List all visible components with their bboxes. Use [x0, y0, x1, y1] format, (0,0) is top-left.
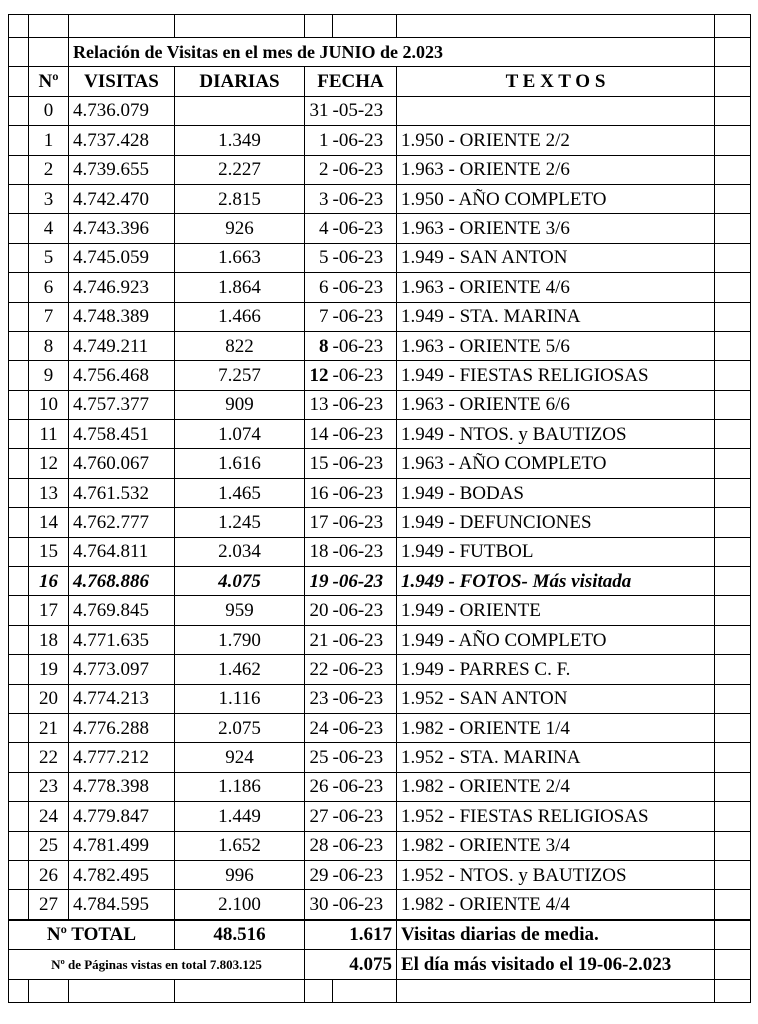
- visitas-cell: 4.743.396: [69, 214, 175, 243]
- margin-cell: [9, 567, 29, 596]
- visitas-cell: 4.778.398: [69, 772, 175, 801]
- table-row: [9, 96, 751, 125]
- fecha-month-cell: -06-23: [333, 655, 397, 684]
- empty-cell: [69, 979, 175, 1002]
- margin-cell: [9, 802, 29, 831]
- margin-cell: [9, 302, 29, 331]
- fecha-day-cell: 1: [305, 126, 333, 155]
- fecha-month-cell: -06-23: [333, 596, 397, 625]
- fecha-day-cell: 21: [305, 625, 333, 654]
- fecha-day-cell: 26: [305, 772, 333, 801]
- margin-cell: [9, 420, 29, 449]
- fecha-month-cell: -06-23: [333, 478, 397, 507]
- margin-cell: [715, 772, 751, 801]
- diarias-cell: 1.790: [175, 625, 305, 654]
- table-row: [9, 831, 751, 860]
- margin-cell: [9, 126, 29, 155]
- margin-cell: [715, 684, 751, 713]
- fecha-month-cell: -06-23: [333, 184, 397, 213]
- diarias-cell: 959: [175, 596, 305, 625]
- row-number: 12: [29, 449, 69, 478]
- fecha-month-cell: -06-23: [333, 567, 397, 596]
- fecha-day-cell: 8: [305, 331, 333, 360]
- margin-cell: [715, 273, 751, 302]
- table-row: [9, 802, 751, 831]
- margin-cell: [9, 96, 29, 125]
- diarias-cell: 2.815: [175, 184, 305, 213]
- texto-cell: 1.949 - BODAS: [397, 478, 715, 507]
- spacer-row: [9, 979, 751, 1002]
- table-row: [9, 713, 751, 742]
- visitas-cell: 4.758.451: [69, 420, 175, 449]
- empty-cell: [175, 979, 305, 1002]
- diarias-cell: [175, 96, 305, 125]
- visitas-cell: 4.761.532: [69, 478, 175, 507]
- row-number: 7: [29, 302, 69, 331]
- visitas-cell: 4.737.428: [69, 126, 175, 155]
- table-row: [9, 184, 751, 213]
- margin-cell: [715, 860, 751, 889]
- table-row: [9, 596, 751, 625]
- row-number: 19: [29, 655, 69, 684]
- table-row: [9, 214, 751, 243]
- fecha-month-cell: -06-23: [333, 331, 397, 360]
- texto-cell: 1.963 - ORIENTE 5/6: [397, 331, 715, 360]
- margin-cell: [9, 155, 29, 184]
- fecha-month-cell: -06-23: [333, 743, 397, 772]
- texto-cell: 1.982 - ORIENTE 1/4: [397, 713, 715, 742]
- diarias-cell: 926: [175, 214, 305, 243]
- margin-cell: [9, 772, 29, 801]
- col-header-fecha: FECHA: [305, 67, 397, 96]
- margin-cell: [715, 743, 751, 772]
- texto-cell: 1.949 - FOTOS- Más visitada: [397, 567, 715, 596]
- fecha-month-cell: -06-23: [333, 214, 397, 243]
- paginas-total-label: Nº de Páginas vistas en total 7.803.125: [9, 950, 305, 979]
- margin-cell: [9, 890, 29, 920]
- row-number: 25: [29, 831, 69, 860]
- texto-cell: 1.949 - DEFUNCIONES: [397, 508, 715, 537]
- fecha-day-cell: 19: [305, 567, 333, 596]
- title-row: [9, 38, 751, 67]
- margin-cell: [715, 537, 751, 566]
- margin-cell: [715, 596, 751, 625]
- fecha-month-cell: -06-23: [333, 126, 397, 155]
- margin-cell: [715, 625, 751, 654]
- margin-cell: [715, 331, 751, 360]
- margin-cell: [9, 596, 29, 625]
- diarias-cell: 4.075: [175, 567, 305, 596]
- fecha-day-cell: 2: [305, 155, 333, 184]
- row-number: 11: [29, 420, 69, 449]
- empty-cell: [9, 979, 29, 1002]
- visitas-cell: 4.742.470: [69, 184, 175, 213]
- fecha-month-cell: -06-23: [333, 860, 397, 889]
- diarias-cell: 1.349: [175, 126, 305, 155]
- fecha-day-cell: 28: [305, 831, 333, 860]
- fecha-day-cell: 15: [305, 449, 333, 478]
- row-number: 16: [29, 567, 69, 596]
- margin-cell: [715, 420, 751, 449]
- visitas-cell: 4.760.067: [69, 449, 175, 478]
- fecha-day-cell: 3: [305, 184, 333, 213]
- diarias-cell: 1.864: [175, 273, 305, 302]
- texto-cell: 1.963 - ORIENTE 2/6: [397, 155, 715, 184]
- header-row: [9, 67, 751, 96]
- fecha-day-cell: 17: [305, 508, 333, 537]
- margin-cell: [715, 243, 751, 272]
- fecha-month-cell: -06-23: [333, 802, 397, 831]
- table-row: [9, 390, 751, 419]
- margin-cell: [9, 625, 29, 654]
- table-row: [9, 684, 751, 713]
- fecha-day-cell: 31: [305, 96, 333, 125]
- fecha-day-cell: 30: [305, 890, 333, 920]
- table-row: [9, 537, 751, 566]
- texto-cell: 1.963 - ORIENTE 6/6: [397, 390, 715, 419]
- visitas-cell: 4.779.847: [69, 802, 175, 831]
- margin-cell: [715, 508, 751, 537]
- margin-cell: [9, 331, 29, 360]
- texto-cell: 1.950 - AÑO COMPLETO: [397, 184, 715, 213]
- table-row: [9, 420, 751, 449]
- table-row: [9, 331, 751, 360]
- texto-cell: 1.952 - NTOS. y BAUTIZOS: [397, 860, 715, 889]
- margin-cell: [715, 950, 751, 979]
- diarias-cell: 1.465: [175, 478, 305, 507]
- diarias-cell: 1.074: [175, 420, 305, 449]
- margin-cell: [9, 214, 29, 243]
- fecha-month-cell: -06-23: [333, 155, 397, 184]
- total-visits-value: 48.516: [175, 920, 305, 950]
- row-number: 2: [29, 155, 69, 184]
- visitas-cell: 4.757.377: [69, 390, 175, 419]
- diarias-cell: 2.075: [175, 713, 305, 742]
- table-row: [9, 361, 751, 390]
- spacer-row: [9, 15, 751, 38]
- fecha-day-cell: 18: [305, 537, 333, 566]
- texto-cell: 1.963 - ORIENTE 4/6: [397, 273, 715, 302]
- margin-cell: [715, 655, 751, 684]
- visitas-cell: 4.784.595: [69, 890, 175, 920]
- margin-cell: [9, 537, 29, 566]
- margin-cell: [715, 302, 751, 331]
- fecha-day-cell: 7: [305, 302, 333, 331]
- margin-cell: [9, 478, 29, 507]
- visits-spreadsheet: [8, 14, 750, 1003]
- row-number: 13: [29, 478, 69, 507]
- margin-cell: [715, 567, 751, 596]
- table-row: [9, 478, 751, 507]
- table-row: [9, 743, 751, 772]
- margin-cell: [715, 890, 751, 920]
- texto-cell: 1.963 - AÑO COMPLETO: [397, 449, 715, 478]
- fecha-day-cell: 22: [305, 655, 333, 684]
- table-row: [9, 772, 751, 801]
- empty-cell: [397, 979, 715, 1002]
- fecha-month-cell: -06-23: [333, 302, 397, 331]
- table-row: [9, 302, 751, 331]
- diarias-cell: 909: [175, 390, 305, 419]
- col-header-visitas: VISITAS: [69, 67, 175, 96]
- fecha-month-cell: -06-23: [333, 449, 397, 478]
- fecha-month-cell: -06-23: [333, 772, 397, 801]
- diarias-cell: 1.449: [175, 802, 305, 831]
- visitas-cell: 4.746.923: [69, 273, 175, 302]
- fecha-month-cell: -05-23: [333, 96, 397, 125]
- texto-cell: [397, 96, 715, 125]
- texto-cell: 1.949 - ORIENTE: [397, 596, 715, 625]
- row-number: 15: [29, 537, 69, 566]
- diarias-cell: 1.466: [175, 302, 305, 331]
- margin-cell: [715, 96, 751, 125]
- row-number: 24: [29, 802, 69, 831]
- diarias-cell: 1.652: [175, 831, 305, 860]
- texto-cell: 1.949 - FUTBOL: [397, 537, 715, 566]
- fecha-month-cell: -06-23: [333, 361, 397, 390]
- visitas-cell: 4.781.499: [69, 831, 175, 860]
- fecha-day-cell: 12: [305, 361, 333, 390]
- margin-cell: [715, 920, 751, 950]
- row-number: 26: [29, 860, 69, 889]
- visits-table: [8, 14, 751, 1003]
- texto-cell: 1.949 - FIESTAS RELIGIOSAS: [397, 361, 715, 390]
- diarias-cell: 1.663: [175, 243, 305, 272]
- fecha-month-cell: -06-23: [333, 243, 397, 272]
- sheet-title: Relación de Visitas en el mes de JUNIO de 2.023: [69, 38, 715, 67]
- margin-cell: [9, 743, 29, 772]
- row-number: 18: [29, 625, 69, 654]
- row-number: 22: [29, 743, 69, 772]
- diarias-cell: 2.227: [175, 155, 305, 184]
- fecha-month-cell: -06-23: [333, 713, 397, 742]
- fecha-month-cell: -06-23: [333, 273, 397, 302]
- row-number: 8: [29, 331, 69, 360]
- row-number: 20: [29, 684, 69, 713]
- table-row: [9, 449, 751, 478]
- fecha-day-cell: 23: [305, 684, 333, 713]
- visitas-cell: 4.773.097: [69, 655, 175, 684]
- margin-cell: [715, 713, 751, 742]
- empty-cell: [715, 979, 751, 1002]
- diarias-cell: 924: [175, 743, 305, 772]
- row-number: 21: [29, 713, 69, 742]
- table-row: [9, 890, 751, 920]
- margin-cell: [9, 243, 29, 272]
- texto-cell: 1.949 - PARRES C. F.: [397, 655, 715, 684]
- table-row: [9, 155, 751, 184]
- row-number: 3: [29, 184, 69, 213]
- visitas-cell: 4.764.811: [69, 537, 175, 566]
- table-row: [9, 860, 751, 889]
- diarias-cell: 1.245: [175, 508, 305, 537]
- visitas-cell: 4.774.213: [69, 684, 175, 713]
- media-value: 1.617: [305, 920, 397, 950]
- fecha-month-cell: -06-23: [333, 390, 397, 419]
- margin-cell: [715, 214, 751, 243]
- max-day-label: El día más visitado el 19-06-2.023: [397, 950, 715, 979]
- row-number: 17: [29, 596, 69, 625]
- summary-row: [9, 950, 751, 979]
- margin-cell: [9, 184, 29, 213]
- diarias-cell: 1.186: [175, 772, 305, 801]
- empty-cell: [333, 979, 397, 1002]
- total-label: Nº TOTAL: [9, 920, 175, 950]
- margin-cell: [715, 802, 751, 831]
- table-row: [9, 273, 751, 302]
- diarias-cell: 1.616: [175, 449, 305, 478]
- visitas-cell: 4.748.389: [69, 302, 175, 331]
- fecha-day-cell: 27: [305, 802, 333, 831]
- fecha-day-cell: 13: [305, 390, 333, 419]
- fecha-day-cell: 25: [305, 743, 333, 772]
- fecha-month-cell: -06-23: [333, 625, 397, 654]
- texto-cell: 1.952 - SAN ANTON: [397, 684, 715, 713]
- margin-cell: [715, 390, 751, 419]
- table-row: [9, 508, 751, 537]
- margin-cell: [715, 361, 751, 390]
- texto-cell: 1.982 - ORIENTE 3/4: [397, 831, 715, 860]
- visitas-cell: 4.771.635: [69, 625, 175, 654]
- visitas-cell: 4.762.777: [69, 508, 175, 537]
- diarias-cell: 7.257: [175, 361, 305, 390]
- fecha-day-cell: 16: [305, 478, 333, 507]
- diarias-cell: 1.462: [175, 655, 305, 684]
- margin-cell: [715, 449, 751, 478]
- table-row: [9, 655, 751, 684]
- margin-cell: [9, 449, 29, 478]
- media-label: Visitas diarias de media.: [397, 920, 715, 950]
- visitas-cell: 4.749.211: [69, 331, 175, 360]
- diarias-cell: 996: [175, 860, 305, 889]
- row-number: 0: [29, 96, 69, 125]
- diarias-cell: 1.116: [175, 684, 305, 713]
- margin-cell: [715, 184, 751, 213]
- texto-cell: 1.952 - STA. MARINA: [397, 743, 715, 772]
- margin-cell: [715, 126, 751, 155]
- row-number: 4: [29, 214, 69, 243]
- visitas-cell: 4.777.212: [69, 743, 175, 772]
- fecha-day-cell: 20: [305, 596, 333, 625]
- row-number: 10: [29, 390, 69, 419]
- margin-cell: [9, 273, 29, 302]
- margin-cell: [715, 478, 751, 507]
- row-number: 1: [29, 126, 69, 155]
- margin-cell: [9, 713, 29, 742]
- fecha-day-cell: 14: [305, 420, 333, 449]
- margin-cell: [9, 684, 29, 713]
- col-header-textos: T E X T O S: [397, 67, 715, 96]
- margin-cell: [9, 831, 29, 860]
- texto-cell: 1.949 - NTOS. y BAUTIZOS: [397, 420, 715, 449]
- fecha-day-cell: 4: [305, 214, 333, 243]
- margin-cell: [9, 508, 29, 537]
- row-number: 27: [29, 890, 69, 920]
- texto-cell: 1.982 - ORIENTE 2/4: [397, 772, 715, 801]
- fecha-day-cell: 24: [305, 713, 333, 742]
- texto-cell: 1.949 - AÑO COMPLETO: [397, 625, 715, 654]
- col-header-n: Nº: [29, 67, 69, 96]
- table-row: [9, 625, 751, 654]
- fecha-month-cell: -06-23: [333, 890, 397, 920]
- visitas-cell: 4.782.495: [69, 860, 175, 889]
- margin-cell: [715, 831, 751, 860]
- margin-cell: [9, 860, 29, 889]
- visitas-cell: 4.745.059: [69, 243, 175, 272]
- visitas-cell: 4.776.288: [69, 713, 175, 742]
- diarias-cell: 2.034: [175, 537, 305, 566]
- row-number: 9: [29, 361, 69, 390]
- row-number: 14: [29, 508, 69, 537]
- visitas-cell: 4.756.468: [69, 361, 175, 390]
- table-row: [9, 243, 751, 272]
- texto-cell: 1.949 - SAN ANTON: [397, 243, 715, 272]
- fecha-day-cell: 6: [305, 273, 333, 302]
- diarias-cell: 822: [175, 331, 305, 360]
- margin-cell: [9, 655, 29, 684]
- diarias-cell: 2.100: [175, 890, 305, 920]
- fecha-month-cell: -06-23: [333, 831, 397, 860]
- fecha-day-cell: 29: [305, 860, 333, 889]
- row-number: 23: [29, 772, 69, 801]
- fecha-day-cell: 5: [305, 243, 333, 272]
- visitas-cell: 4.739.655: [69, 155, 175, 184]
- margin-cell: [9, 390, 29, 419]
- fecha-month-cell: -06-23: [333, 537, 397, 566]
- totals-row: [9, 920, 751, 950]
- texto-cell: 1.949 - STA. MARINA: [397, 302, 715, 331]
- fecha-month-cell: -06-23: [333, 420, 397, 449]
- margin-cell: [715, 155, 751, 184]
- row-number: 6: [29, 273, 69, 302]
- visitas-cell: 4.768.886: [69, 567, 175, 596]
- visitas-cell: 4.736.079: [69, 96, 175, 125]
- empty-cell: [305, 979, 333, 1002]
- texto-cell: 1.952 - FIESTAS RELIGIOSAS: [397, 802, 715, 831]
- col-header-diarias: DIARIAS: [175, 67, 305, 96]
- empty-cell: [29, 979, 69, 1002]
- max-day-value: 4.075: [305, 950, 397, 979]
- texto-cell: 1.963 - ORIENTE 3/6: [397, 214, 715, 243]
- row-number: 5: [29, 243, 69, 272]
- fecha-month-cell: -06-23: [333, 508, 397, 537]
- fecha-month-cell: -06-23: [333, 684, 397, 713]
- texto-cell: 1.982 - ORIENTE 4/4: [397, 890, 715, 920]
- texto-cell: 1.950 - ORIENTE 2/2: [397, 126, 715, 155]
- table-row: [9, 567, 751, 596]
- visitas-cell: 4.769.845: [69, 596, 175, 625]
- table-row: [9, 126, 751, 155]
- margin-cell: [9, 361, 29, 390]
